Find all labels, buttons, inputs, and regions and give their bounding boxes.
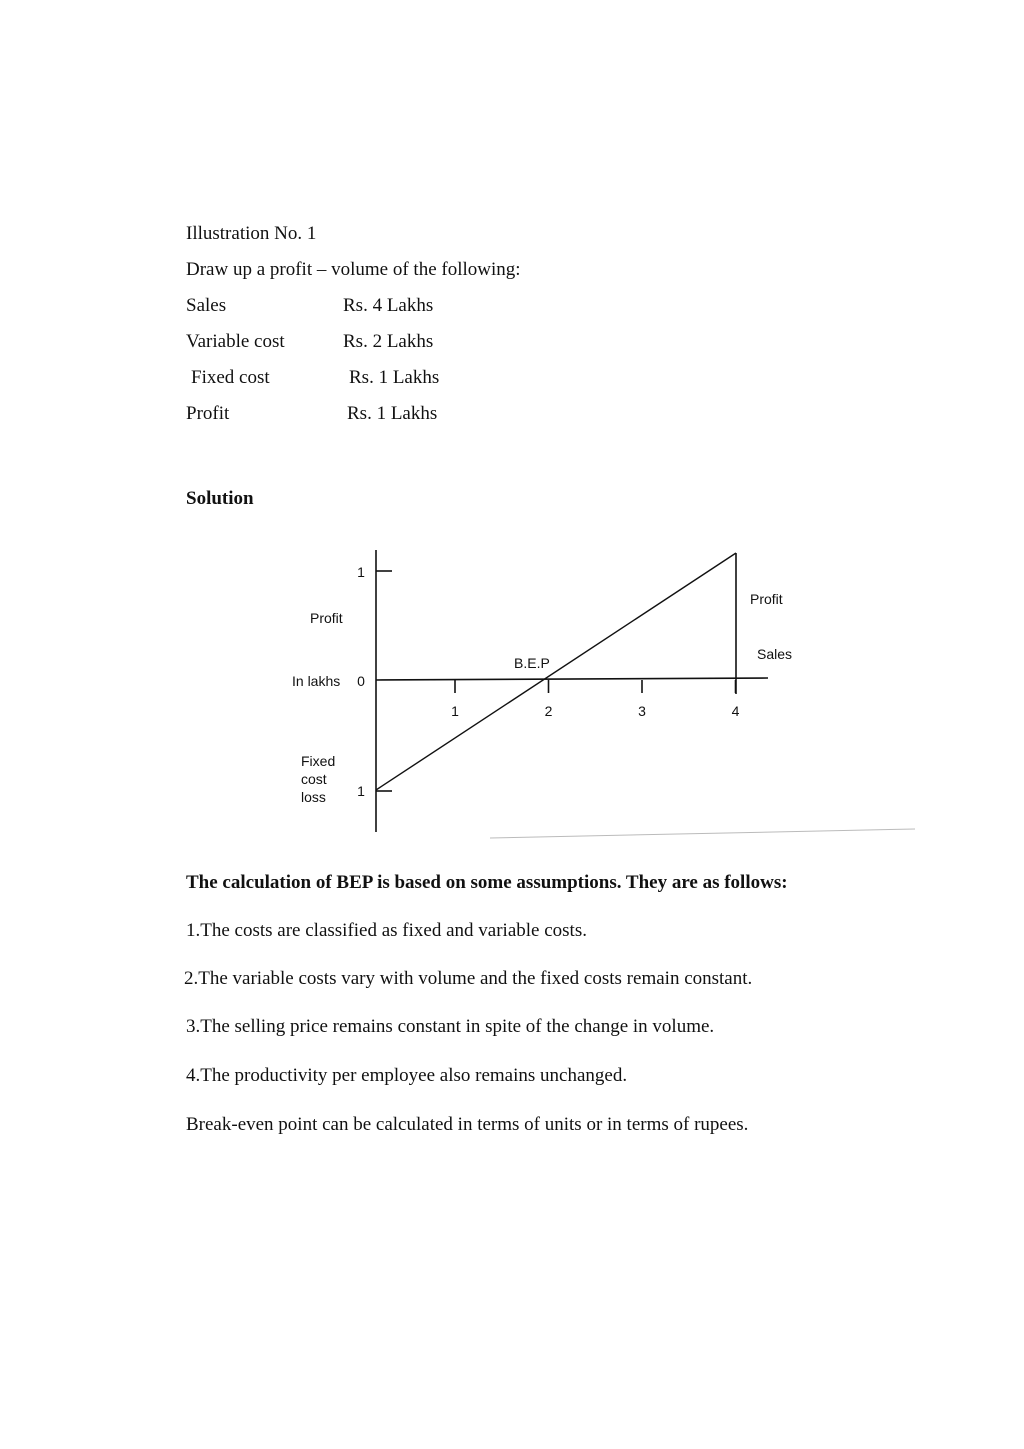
illustration-heading: Illustration No. 1: [186, 223, 317, 244]
y-axis-label-loss-2: loss: [301, 789, 326, 805]
y-axis-label-loss-1: cost: [301, 771, 327, 787]
x-tick-label-2: 2: [544, 703, 553, 719]
profit-line: [376, 553, 736, 790]
bep-label: B.E.P: [514, 655, 550, 671]
row-value-variable-cost: Rs. 2 Lakhs: [343, 331, 434, 352]
assumption-3: 3.The selling price remains constant in spite of the change in volume.: [186, 1016, 715, 1037]
row-label-variable-cost: Variable cost: [186, 331, 285, 352]
closing-text: Break-even point can be calculated in terms of units or in terms of rupees.: [186, 1114, 749, 1135]
row-label-fixed-cost: Fixed cost: [191, 367, 270, 388]
x-axis: [376, 678, 768, 680]
assumption-4: 4.The productivity per employee also remains unchanged.: [186, 1065, 628, 1086]
illustration-instruction: Draw up a profit – volume of the following:: [186, 259, 521, 280]
scan-edge-line: [490, 829, 915, 838]
solution-heading: Solution: [186, 488, 254, 509]
assumption-1: 1.The costs are classified as fixed and variable costs.: [186, 920, 587, 941]
row-value-profit: Rs. 1 Lakhs: [347, 403, 438, 424]
x-tick-label-3: 3: [638, 703, 646, 719]
y-axis-label-profit: Profit: [310, 610, 343, 626]
chart-axes: [376, 550, 915, 838]
x-tick-label-1: 1: [451, 703, 459, 719]
sales-annotation: Sales: [757, 646, 793, 662]
y-axis-label-unit: In lakhs: [292, 673, 341, 689]
x-tick-label-4: 4: [731, 703, 740, 719]
y-tick-label-top: 1: [357, 564, 365, 580]
row-value-fixed-cost: Rs. 1 Lakhs: [349, 367, 440, 388]
row-label-sales: Sales: [186, 295, 227, 316]
y-axis-label-loss-0: Fixed: [301, 753, 336, 769]
row-value-sales: Rs. 4 Lakhs: [343, 295, 434, 316]
row-label-profit: Profit: [186, 403, 230, 424]
assumption-2: 2.The variable costs vary with volume and the fixed costs remain constant.: [184, 968, 753, 989]
y-tick-label-bottom: 1: [357, 783, 365, 799]
assumptions-heading: The calculation of BEP is based on some assumptions. They are as follows:: [186, 872, 788, 893]
y-tick-label-zero: 0: [357, 673, 365, 689]
profit-annotation: Profit: [750, 591, 783, 607]
